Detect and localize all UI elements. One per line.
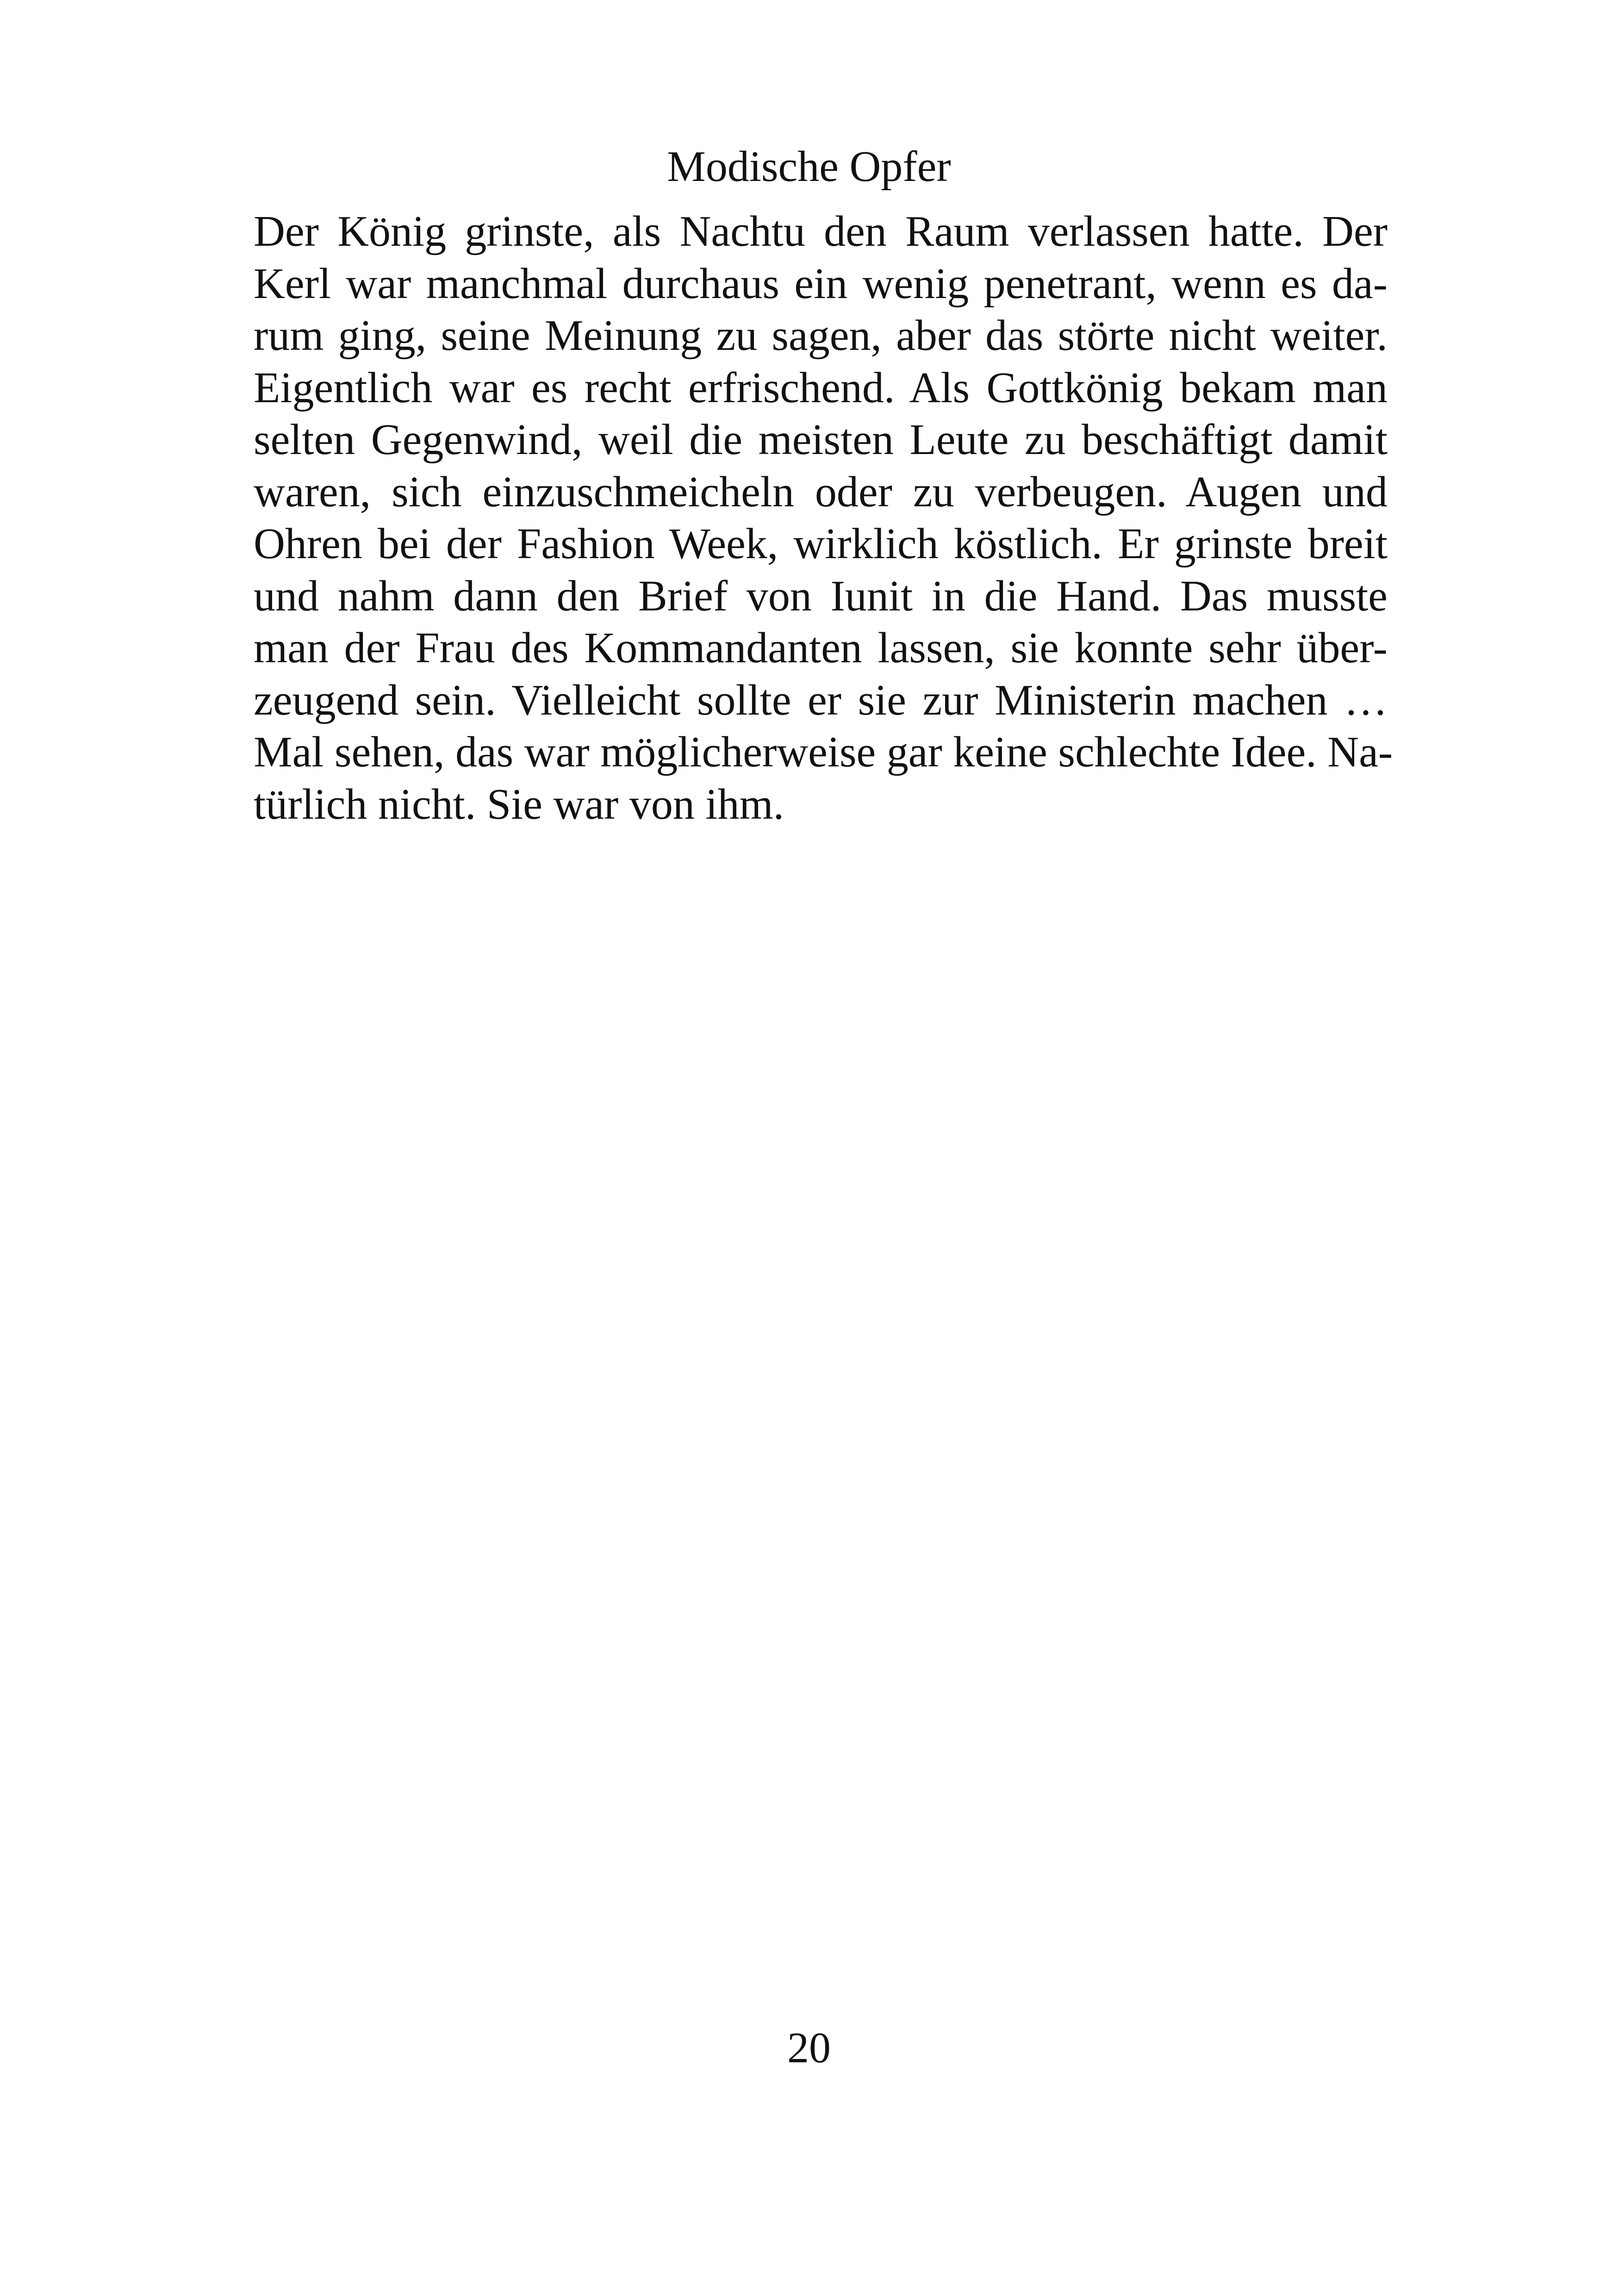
text-line: Kerl war manchmal durchaus ein wenig penetrant, wenn es da-	[254, 259, 1388, 308]
page-number: 20	[787, 2024, 831, 2072]
text-line: Der König grinste, als Nachtu den Raum verlassen hatte. Der	[254, 207, 1388, 255]
text-line: zeugend sein. Vielleicht sollte er sie zur Ministerin machen …	[254, 676, 1388, 724]
text-line: waren, sich einzuschmeicheln oder zu verbeugen. Augen und	[254, 467, 1388, 516]
text-line: Eigentlich war es recht erfrischend. Als Gottkönig bekam man	[254, 363, 1388, 412]
text-line: Mal sehen, das war möglicherweise gar keine schlechte Idee. Na-	[254, 728, 1393, 776]
text-line: Ohren bei der Fashion Week, wirklich köstlich. Er grinste breit	[254, 520, 1388, 568]
text-line: man der Frau des Kommandanten lassen, sie konnte sehr über-	[254, 624, 1388, 672]
text-line: selten Gegenwind, weil die meisten Leute zu beschäftigt damit	[254, 416, 1388, 464]
body-paragraph	[254, 205, 1393, 830]
running-header-title: Modische Opfer	[667, 143, 951, 191]
text-line: und nahm dann den Brief von Iunit in die Hand. Das musste	[254, 572, 1388, 620]
text-line: rum ging, seine Meinung zu sagen, aber das störte nicht weiter.	[254, 311, 1388, 360]
text-line: türlich nicht. Sie war von ihm.	[254, 780, 784, 828]
